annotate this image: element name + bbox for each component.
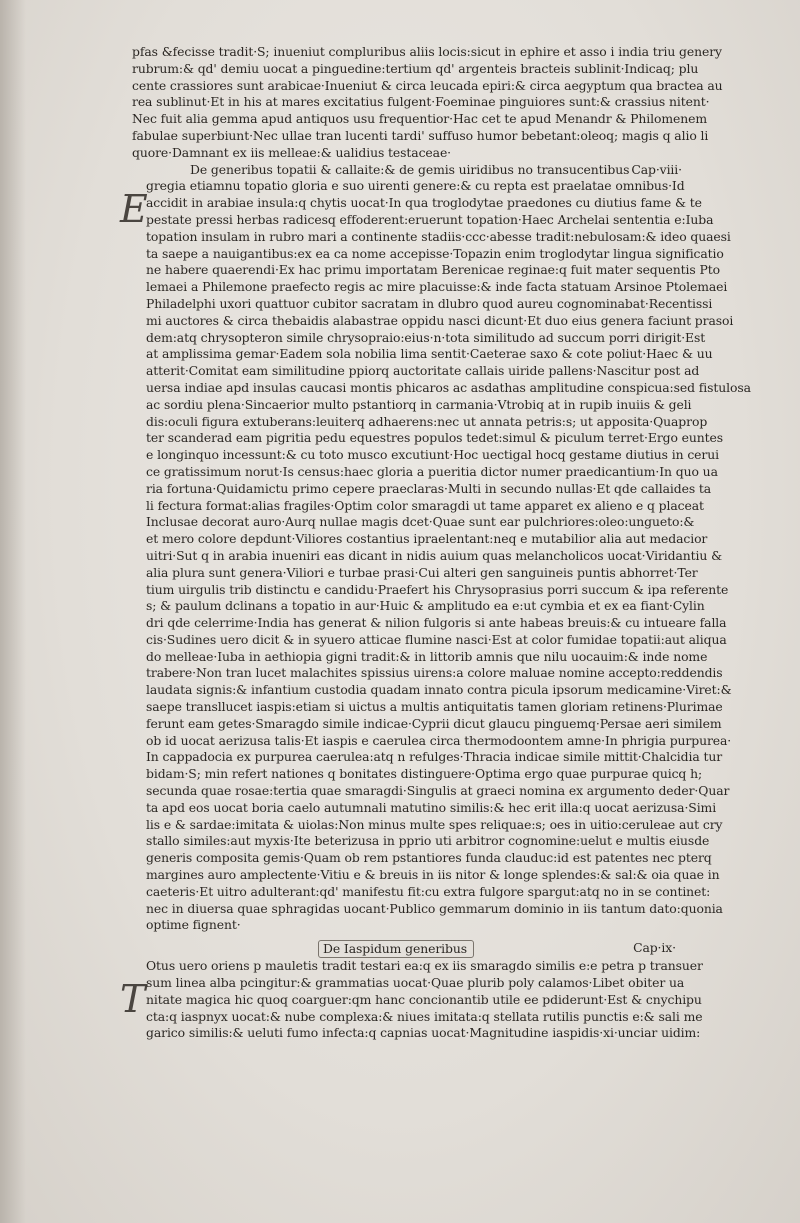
- text-line: do melleae·Iuba in aethiopia gigni tradit:& in littorib amnis que nilu uocauim:& inde nome: [146, 648, 708, 664]
- text-line: et mero colore depdunt·Viliores costantius ipraelentant:neq e mutabilior alia aut medacior: [146, 531, 708, 547]
- text-line: lemaei a Philemone praefecto regis ac mire placuisse:& inde facta statuam Arsinoe Ptolemaei: [146, 279, 728, 295]
- text-line: nec in diuersa quae sphragidas uocant·Publico gemmarum dominio in iis tantum dato:quonia: [146, 900, 723, 916]
- chapter-number: Cap·ix·: [633, 940, 676, 956]
- section-bottom: [132, 958, 703, 1042]
- text-line: rubrum:& qd' demiu uocat a pinguedine:tertium qd' argenteis bracteis sublinit·Indicaq; plu: [132, 60, 699, 76]
- text-line: mi auctores & circa thebaidis alabastrae oppidu nasci dicunt·Et duo eius genera faciunt prasoi: [146, 312, 734, 328]
- text-line: Philadelphi uxori quattuor cubitor sacratam in dlubro quod aureu cognominabat·Recentissi: [146, 295, 713, 311]
- text-line: ria fortuna·Quidamictu primo cepere praeclaras·Multi in secundo nullas·Et qde callaides ta: [146, 480, 712, 496]
- chapter-heading-viii: [132, 162, 682, 179]
- text-line: rea sublinut·Et in his at mares excitatius fulgent·Foeminae pinguiores sunt:& crassius nitent·: [132, 94, 710, 110]
- text-line: gregia etiamnu topatio gloria e suo uirenti genere:& cu repta est praelatae omnibus·Id: [146, 178, 685, 194]
- text-line: dem:atq chrysopteron simile chrysopraio:eius·n·tota similitudo ad succum porri dirigit·Est: [146, 329, 706, 345]
- text-line: bidam·S; min refert nationes q bonitates distinguere·Optima ergo quae purpurae quicq h;: [146, 766, 703, 782]
- text-line: optime fignent·: [146, 917, 241, 933]
- binding-shadow: [0, 0, 26, 1223]
- text-line: li fectura format:alias fragiles·Optim color smaragdi ut tame apparet ex alieno e q placeat: [146, 497, 704, 513]
- text-line: e longinquo incessunt:& cu toto musco excutiunt·Hoc uectigal hocq gestame diutius in cerui: [146, 447, 719, 463]
- text-line: ne habere quaerendi·Ex hac primu importatam Berenicae reginae:q fuit mater sequentis Pto: [146, 262, 720, 278]
- text-line: alia plura sunt genera·Viliori e turbae prasi·Cui alteri gen sanguineis puntis abhorret·Ter: [146, 564, 698, 580]
- text-line: topation insulam in rubro mari a continente stadiis·ccc·abesse tradit:nebulosam:& ideo quaesi: [146, 228, 731, 244]
- text-line: Inclusae decorat auro·Aurq nullae magis dcet·Quae sunt ear pulchriores:oleo:ungueto:&: [146, 514, 695, 530]
- text-line: ac sordiu plena·Sincaerior multo pstantiorq in carmania·Vtrobiq at in rupib inuiis & geli: [146, 396, 692, 412]
- text-line: dis:oculi figura extuberans:leuiterq adhaerens:nec ut annata petris:s; ut apposita·Quaprop: [146, 413, 708, 429]
- text-line: quore·Damnant ex iis melleae:& ualidius testaceae·: [132, 144, 452, 160]
- text-line: s; & paulum dclinans a topatio in aur·Huic & amplitudo ea e:ut cymbia et ex ea fiant·Cylin: [146, 598, 705, 614]
- text-line: dri qde celerrime·India has generat & nilion fulgoris si ante habeas breuis:& cu intueare falla: [146, 615, 727, 631]
- text-line: nitate magica hic quoq coarguer:qm hanc concionantib utile ee pdiderunt·Est & cnychipu: [146, 991, 702, 1007]
- chapter-number: Cap·viii·: [631, 161, 682, 177]
- text-line: laudata signis:& infantium custodia quadam innato contra picula ipsorum medicamine·Viret:&: [146, 682, 732, 698]
- text-line: cente crassiores sunt arabicae·Inueniut & circa leucada epiri:& circa aegyptum qua bractea au: [132, 77, 723, 93]
- text-line: tium uirgulis trib distinctu e candidu·Praefert his Chrysoprasius porri succum & ipa referente: [146, 581, 729, 597]
- text-line: uitri·Sut q in arabia inueniri eas dicant in nidis auium quas melancholicos uocat·Viridantiu &: [146, 547, 723, 563]
- text-line: ta saepe a nauigantibus:ex ea ca nome accepisse·Topazin enim troglodytar lingua significatio: [146, 245, 724, 261]
- text-line: saepe transllucet iaspis:etiam si uictus a multis antiquitatis tamen gloriam retinens·Plurimae: [146, 699, 723, 715]
- text-line: generis composita gemis·Quam ob rem pstantiores funda clauduc:id est patentes nec pterq: [146, 850, 712, 866]
- text-line: lis e & sardae:imitata & uiolas:Non minus multe spes reliquae:s; oes in uitio:ceruleae aut cry: [146, 816, 723, 832]
- section-middle: [132, 178, 751, 934]
- text-line: cis·Sudines uero dicit & in syuero atticae flumine nasci·Est at color fumidae topatii:aut aliqua: [146, 631, 727, 647]
- text-line: fabulae superbiunt·Nec ullae tran lucenti tardi' suffuso humor bebetant:oleoq; magis q alio li: [132, 127, 709, 143]
- text-line: at amplissima gemar·Eadem sola nobilia lima sentit·Caeterae saxo & cote poliut·Haec & uu: [146, 346, 713, 362]
- text-line: ce gratissimum norut·Is census:haec gloria a pueritia dictor numer praedicantium·In quo ua: [146, 463, 718, 479]
- text-line: pestate pressi herbas radicesq effoderent:eruerunt topation·Haec Archelai sententia e:Iuba: [146, 211, 714, 227]
- text-line: uersa indiae apd insulas caucasi montis phicaros ac asdathas amplitudine conspicua:sed fistulosa: [146, 379, 751, 395]
- chapter-heading-text: De Iaspidum generibus: [318, 940, 474, 958]
- text-line: caeteris·Et uitro adulterant:qd' manifestu fit:cu extra fulgore spargut:atq no in se continet:: [146, 883, 711, 899]
- text-line: In cappadocia ex purpurea caerulea:atq n refulges·Thracia indicae simile mittit·Chalcidia tur: [146, 749, 723, 765]
- decorated-initial-e: E: [120, 187, 148, 231]
- text-line: secunda quae rosae:tertia quae smaragdi·Singulis at graeci nomina ex argumento deder·Quar: [146, 783, 730, 799]
- section-top: [132, 44, 723, 162]
- text-line: ferunt eam getes·Smaragdo simile indicae·Cyprii dicut glaucu pinguemq·Persae aeri similem: [146, 715, 722, 731]
- text-line: trabere·Non tran lucet malachites spissius uirens:a colore maluae nomine accepto:reddendis: [146, 665, 723, 681]
- text-line: stallo similes:aut myxis·Ite beterizusa in pprio uti arbitror cognomine:uelut e multis eiusde: [146, 833, 710, 849]
- text-column: [132, 44, 751, 1042]
- text-line: pfas &fecisse tradit·S; inueniut compluribus aliis locis:sicut in ephire et asso i india triu genery: [132, 44, 722, 59]
- text-line: cta:q iaspnyx uocat:& nube complexa:& niues imitata:q stellata rutilis punctis e:& sali me: [146, 1008, 703, 1024]
- text-line: Nec fuit alia gemma apud antiquos usu frequentior·Hac cet te apud Menandr & Philomenem: [132, 111, 708, 127]
- chapter-heading-ix: [132, 940, 682, 958]
- text-line: margines auro amplectente·Vitiu e & breuis in iis nitor & longe splendes:& sal:& oia quae in: [146, 867, 720, 883]
- text-line: sum linea alba pcingitur:& grammatias uocat·Quae plurib poly calamos·Libet obiter ua: [146, 975, 685, 991]
- text-line: atterit·Comitat eam similitudine ppiorq auctoritate callais uiride pallens·Nascitur post ad: [146, 363, 700, 379]
- text-line: garico similis:& ueluti fumo infecta:q capnias uocat·Magnitudine iaspidis·xi·unciar uidim:: [146, 1025, 701, 1041]
- text-line: Otus uero oriens p mauletis tradit testari ea:q ex iis smaragdo similis e:e petra p transuer: [146, 958, 703, 974]
- text-line: ob id uocat aerizusa talis·Et iaspis e caerulea circa thermodoontem amne·In phrigia purpurea·: [146, 732, 732, 748]
- chapter-heading-text: De generibus topatii & callaite:& de gemis uiridibus no transucentibus: [190, 161, 630, 177]
- text-line: ta apd eos uocat boria caelo autumnali matutino similis:& hec erit illa:q uocat aerizusa·Simi: [146, 799, 717, 815]
- decorated-initial-t: T: [120, 977, 146, 1021]
- text-line: accidit in arabiae insula:q chytis uocat·In qua troglodytae praedones cu diutius fame & te: [146, 195, 702, 211]
- text-line: ter scanderad eam pigritia pedu equestres populos tedet:simul & piculum terret·Ergo euntes: [146, 430, 724, 446]
